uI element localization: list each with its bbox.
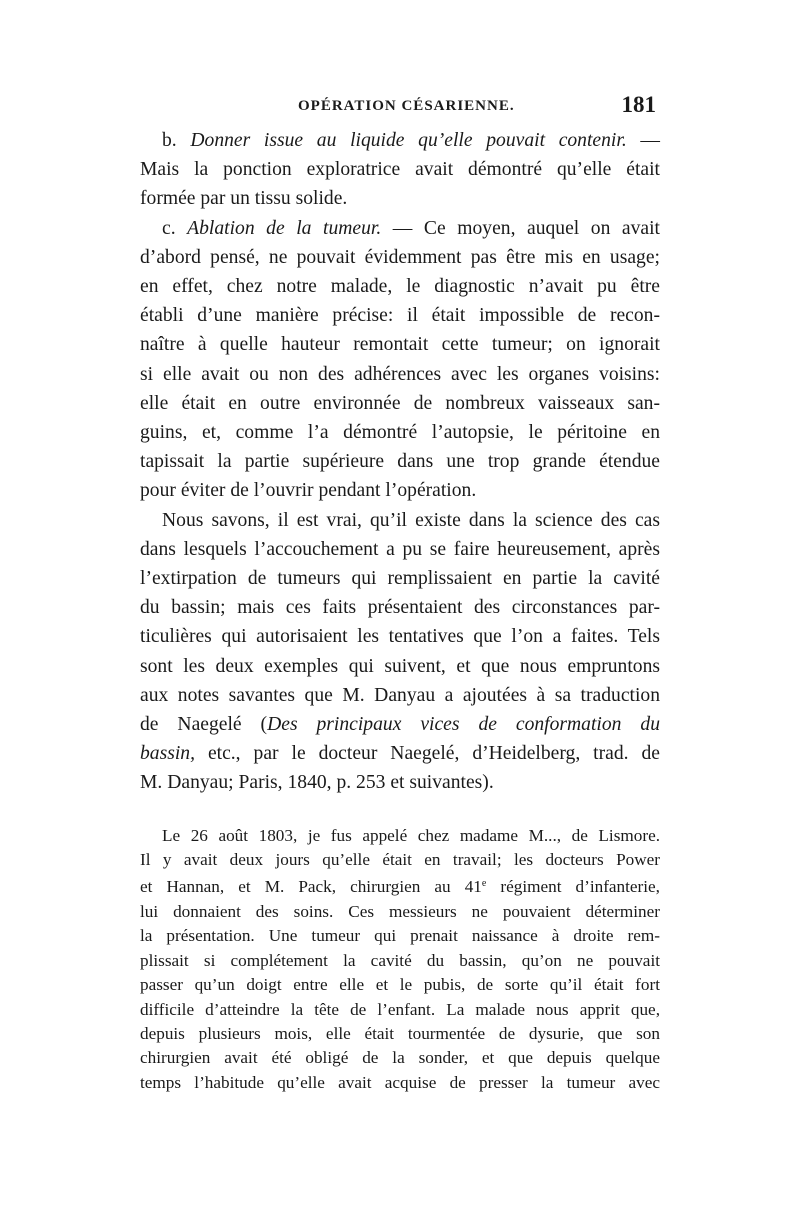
text-line: si elle avait ou non des adhérences avec les organes voisins:	[140, 363, 660, 385]
text-line-citation	[140, 710, 660, 739]
section-b-label: b.	[162, 130, 177, 151]
main-text	[140, 126, 660, 798]
section-b-heading: Donner issue au liquide qu’elle pouvait contenir.	[190, 130, 627, 151]
section-b-dash: —	[626, 130, 660, 151]
text-line-citation	[140, 739, 660, 768]
text-line: aux notes savantes que M. Danyau a ajoutées à sa traduction	[140, 684, 660, 706]
running-title: OPÉRATION CÉSARIENNE.	[298, 98, 515, 114]
quote-line: la présentation. Une tumeur qui prenait naissance à droite rem-	[140, 926, 660, 946]
quote-line: plissait si complétement la cavité du bassin, qu’on ne pouvait	[140, 950, 660, 970]
section-b-heading-line	[140, 126, 660, 155]
text-line: ticulières qui autorisaient les tentatives que l’on a faites. Tels	[140, 626, 660, 648]
quoted-case	[140, 824, 660, 1095]
quote-line: difficile d’atteindre la tête de l’enfant. La malade nous apprit que,	[140, 999, 660, 1019]
text-line: l’extirpation de tumeurs qui remplissaient en partie la cavité	[140, 568, 660, 590]
text-line: pour éviter de l’ouvrir pendant l’opération.	[140, 480, 477, 502]
citation-rest: etc., par le docteur Naegelé, d’Heidelberg, trad. de	[194, 743, 660, 765]
quote-line: temps l’habitude qu’elle avait acquise de presser la tumeur avec	[140, 1072, 660, 1092]
text-line: en effet, chez notre malade, le diagnostic n’avait pu être	[140, 276, 660, 298]
running-head	[140, 92, 660, 126]
quote-line3-end: régiment d’infanterie,	[486, 877, 660, 897]
citation-title: Des principaux vices de conformation du	[267, 714, 661, 736]
text-line: formée par un tissu solide.	[140, 188, 348, 210]
text-line: sont les deux exemples qui suivent, et que nous empruntons	[140, 655, 660, 677]
quote-line3-start: et Hannan, et M. Pack, chirurgien au 41	[140, 877, 482, 897]
text-line: d’abord pensé, ne pouvait évidemment pas être mis en usage;	[140, 246, 660, 268]
quote-line: passer qu’un doigt entre elle et le pubis, de sorte qu’il était fort	[140, 975, 660, 995]
section-c-heading: Ablation de la tumeur.	[187, 217, 382, 239]
quote-line: Le 26 août 1803, je fus appelé chez madame M..., de Lismore.	[162, 825, 660, 845]
quote-line: chirurgien avait été obligé de la sonder, et que depuis quelque	[140, 1048, 660, 1068]
text-line: guins, et, comme l’a démontré l’autopsie, le péritoine en	[140, 422, 660, 444]
citation-title-end: bassin,	[140, 743, 195, 765]
text-line: du bassin; mais ces faits présentaient des circonstances par-	[140, 597, 660, 619]
text-line: Nous savons, il est vrai, qu’il existe dans la science des cas	[162, 509, 660, 531]
text-line: M. Danyau; Paris, 1840, p. 253 et suivantes).	[140, 772, 494, 794]
page-number: 181	[621, 92, 656, 117]
text-line: dans lesquels l’accouchement a pu se faire heureusement, après	[140, 538, 660, 560]
section-c-first-line-rest: — Ce moyen, auquel on avait	[381, 217, 660, 239]
section-c-label: c.	[162, 217, 176, 239]
text-line: établi d’une manière précise: il était impossible de recon-	[140, 305, 660, 327]
quote-line: lui donnaient des soins. Ces messieurs ne pouvaient déterminer	[140, 901, 660, 921]
text-line: tapissait la partie supérieure dans une trop grande étendue	[140, 451, 660, 473]
quote-line-regiment	[140, 872, 660, 899]
ordinal-superscript: e	[481, 878, 487, 890]
text-line: elle était en outre environnée de nombreux vaisseaux san-	[140, 392, 660, 414]
quote-line: depuis plusieurs mois, elle était tourmentée de dysurie, que son	[140, 1023, 660, 1043]
section-c-heading-line	[140, 214, 660, 243]
text-line: naître à quelle hauteur remontait cette tumeur; on ignorait	[140, 334, 660, 356]
citation-start: de Naegelé (	[140, 714, 268, 736]
text-line: Mais la ponction exploratrice avait démontré qu’elle était	[140, 159, 660, 181]
quote-line: Il y avait deux jours qu’elle était en travail; les docteurs Power	[140, 850, 660, 870]
book-page	[140, 92, 660, 1172]
